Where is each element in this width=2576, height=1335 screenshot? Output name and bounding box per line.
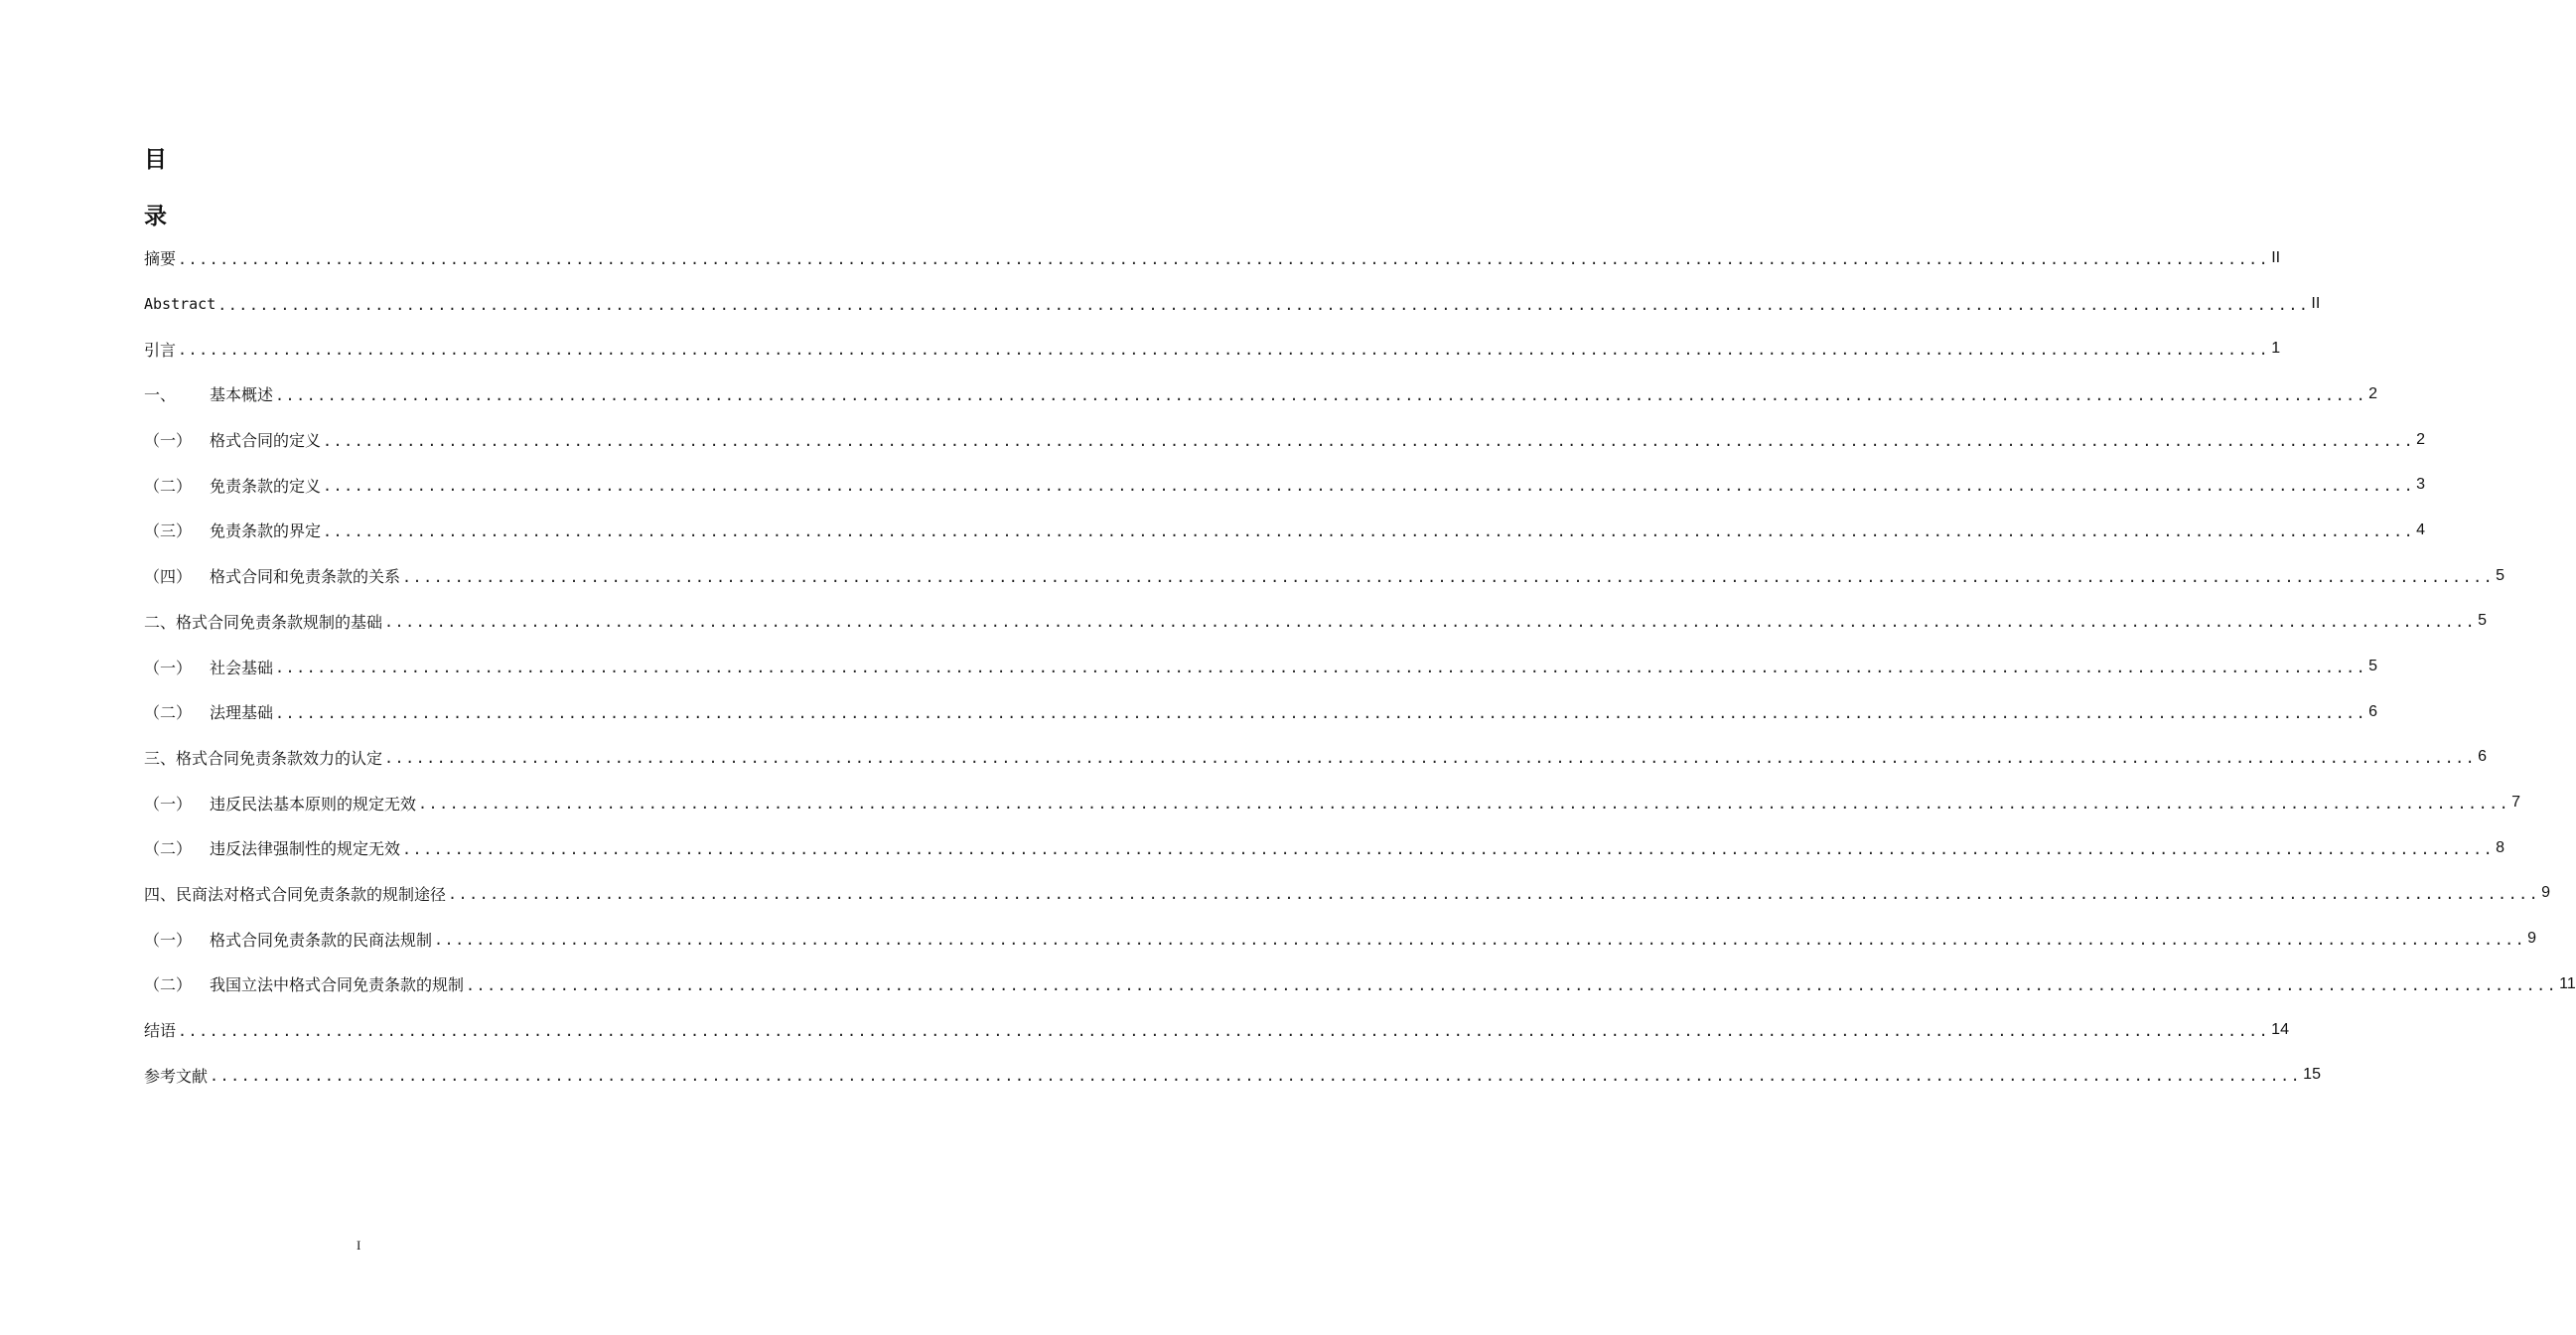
toc-entry-page: II	[2311, 294, 2321, 312]
toc-entry-number: （二）	[144, 476, 193, 496]
dot-leader: ........................................................................................................................................................................................................	[275, 659, 2367, 677]
toc-entry-number: 一、	[144, 385, 177, 405]
dot-leader: ........................................................................................................................................................................................................	[418, 795, 2510, 814]
toc-entry-page: 8	[2496, 838, 2505, 856]
toc-entry-number: （三）	[144, 521, 193, 541]
toc-entry-number: （二）	[144, 703, 193, 723]
dot-leader: ........................................................................................................................................................................................................	[210, 1067, 2302, 1086]
toc-entry-text: 要	[160, 249, 177, 269]
toc-entry-text: 二、格式合同免责条款规制的基础	[144, 612, 383, 632]
toc-entry[interactable]	[144, 462, 2426, 508]
toc-entry-text: 免责条款的界定	[210, 521, 322, 541]
dot-leader: ........................................................................................................................................................................................................	[178, 249, 2270, 268]
toc-entry-page: 9	[2527, 930, 2537, 948]
dot-leader: ........................................................................................................................................................................................................	[323, 431, 2415, 450]
toc-entry-text: 法理基础	[210, 703, 274, 723]
dot-leader: ........................................................................................................................................................................................................	[217, 295, 2310, 314]
toc-entry-text: 社会基础	[210, 658, 274, 677]
toc-entry-text: 违反法律强制性的规定无效	[210, 839, 401, 859]
toc-entry-text: 基本概述	[210, 385, 274, 405]
toc-entry-text: 格式合同免责条款的民商法规制	[210, 930, 433, 950]
toc-entry-number: （一）	[144, 794, 193, 814]
toc-entry-number: （一）	[144, 658, 193, 677]
dot-leader: ........................................................................................................................................................................................................	[384, 749, 2477, 768]
toc-entry-number: （四）	[144, 567, 193, 587]
toc-entry-page: 14	[2271, 1020, 2289, 1038]
footer-page-number: I	[357, 1238, 361, 1253]
toc-entry[interactable]	[144, 644, 2378, 689]
toc-title-line1: 目	[144, 147, 167, 173]
toc-entry[interactable]	[144, 281, 2321, 327]
dot-leader: ........................................................................................................................................................................................................	[178, 1021, 2270, 1040]
toc-entry-page: 1	[2271, 340, 2281, 358]
dot-leader: ........................................................................................................................................................................................................	[466, 975, 2558, 994]
toc-entry[interactable]	[144, 371, 2378, 417]
toc-entry-text: 结语	[144, 1021, 177, 1041]
toc-entry[interactable]	[144, 599, 2488, 645]
toc-entry-page: 5	[2496, 566, 2505, 584]
toc-entry[interactable]	[144, 825, 2505, 871]
dot-leader: ........................................................................................................................................................................................................	[434, 931, 2526, 950]
toc-entry[interactable]	[144, 916, 2537, 962]
toc-entry-page: 2	[2368, 384, 2378, 402]
toc-entry-number: （二）	[144, 839, 193, 859]
toc-entry[interactable]	[144, 235, 2281, 281]
toc-title-line2: 录	[144, 204, 167, 229]
dot-leader: ........................................................................................................................................................................................................	[402, 567, 2495, 586]
toc-entry-text: 四、民商法对格式合同免责条款的规制途径	[144, 884, 447, 904]
toc-entry-page: 6	[2478, 748, 2488, 766]
dot-leader: ........................................................................................................................................................................................................	[323, 521, 2415, 540]
toc-entry-page: 5	[2478, 612, 2488, 630]
toc-entry[interactable]	[144, 735, 2488, 781]
toc-entry[interactable]	[144, 780, 2521, 825]
toc-entry[interactable]	[144, 508, 2426, 553]
toc-entry-text: 格式合同和免责条款的关系	[210, 567, 401, 587]
toc-entry-page: 2	[2416, 430, 2426, 448]
toc-entry[interactable]	[144, 1052, 2321, 1098]
toc-entry-number: （一）	[144, 930, 193, 950]
toc-entry-page: 11	[2559, 974, 2576, 992]
toc-entry-page: 4	[2416, 520, 2426, 538]
toc-entry-text: 违反民法基本原则的规定无效	[210, 794, 417, 814]
toc-entry-number: （一）	[144, 431, 193, 451]
toc-entry[interactable]	[144, 1007, 2289, 1053]
toc-entry[interactable]	[144, 417, 2426, 463]
dot-leader: ........................................................................................................................................................................................................	[275, 385, 2367, 404]
toc-entry-page: II	[2271, 248, 2281, 266]
toc-entry[interactable]	[144, 689, 2378, 735]
toc-entry-page: 5	[2368, 658, 2378, 675]
dot-leader: ........................................................................................................................................................................................................	[275, 703, 2367, 722]
dot-leader: ........................................................................................................................................................................................................	[448, 885, 2540, 904]
toc-entry-page: 15	[2303, 1066, 2321, 1084]
toc-entry[interactable]	[144, 326, 2281, 371]
toc-entry-page: 7	[2511, 794, 2521, 812]
toc-entry-text: 引	[144, 340, 161, 360]
toc-entry[interactable]	[144, 553, 2505, 599]
toc-entry-text: 三、格式合同免责条款效力的认定	[144, 748, 383, 768]
toc-entry[interactable]	[144, 962, 2576, 1007]
dot-leader: ........................................................................................................................................................................................................	[402, 839, 2495, 858]
toc-entry-text: 格式合同的定义	[210, 431, 322, 451]
toc-entry-number: （二）	[144, 975, 193, 995]
table-of-contents	[144, 235, 2576, 1098]
toc-entry-text: 我国立法中格式合同免责条款的规制	[210, 975, 465, 995]
toc-entry[interactable]	[144, 871, 2551, 917]
dot-leader: ........................................................................................................................................................................................................	[384, 613, 2477, 632]
toc-entry-page: 3	[2416, 476, 2426, 494]
dot-leader: ........................................................................................................................................................................................................	[323, 477, 2415, 496]
toc-entry-page: 9	[2541, 884, 2551, 902]
toc-entry-text: 摘	[144, 249, 161, 269]
toc-entry-text: Abstract	[144, 294, 216, 313]
toc-entry-page: 6	[2368, 702, 2378, 720]
toc-entry-text: 言	[160, 340, 177, 360]
toc-entry-text: 参考文献	[144, 1066, 209, 1086]
toc-entry-text: 免责条款的定义	[210, 476, 322, 496]
dot-leader: ........................................................................................................................................................................................................	[178, 341, 2270, 360]
